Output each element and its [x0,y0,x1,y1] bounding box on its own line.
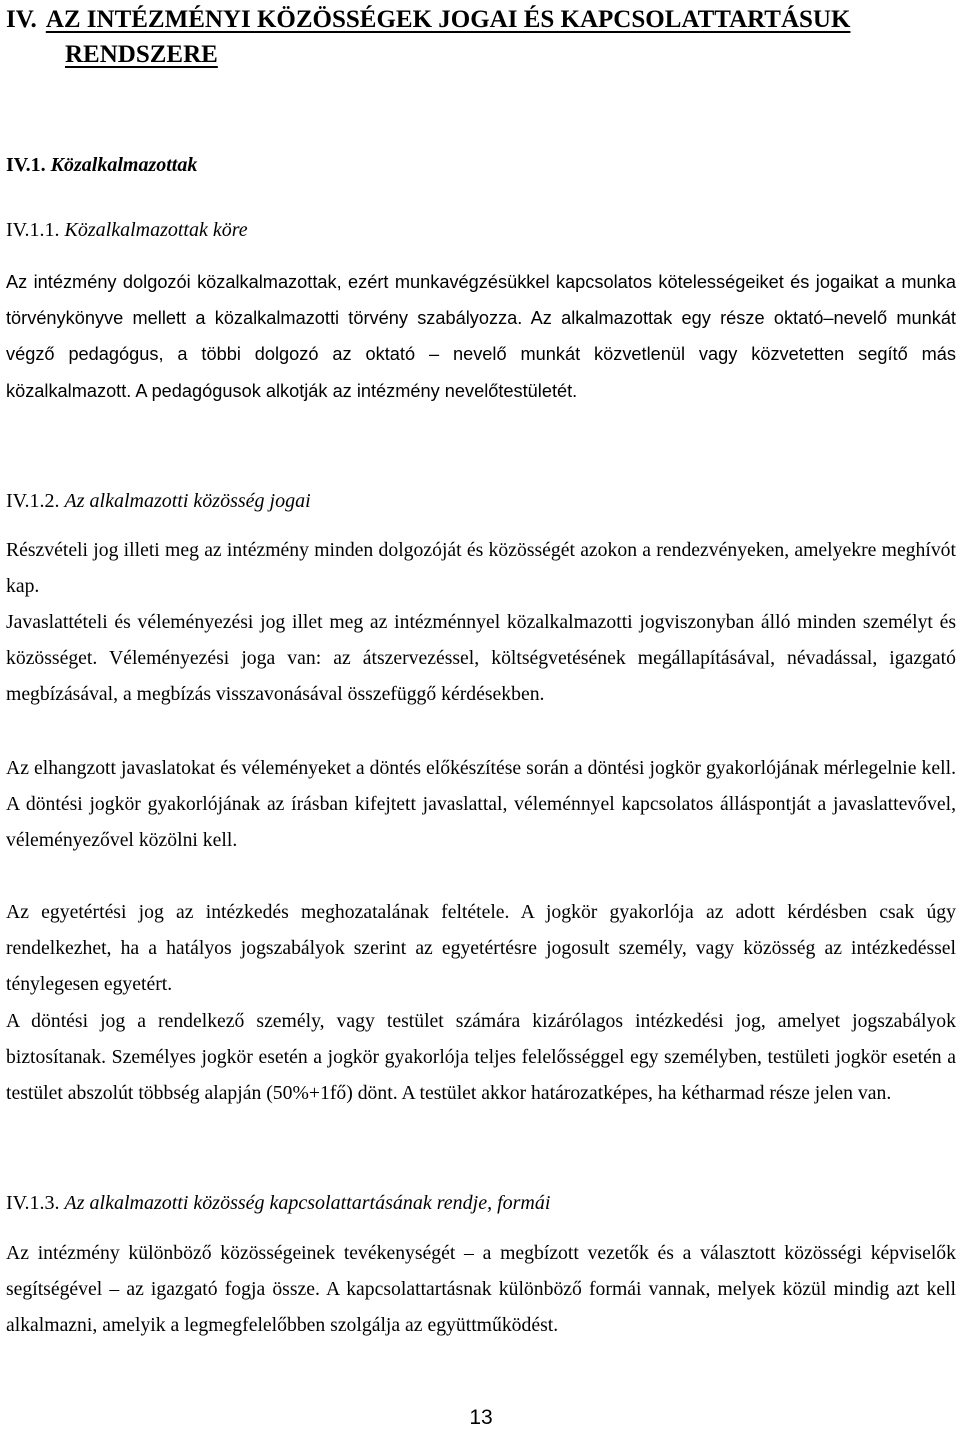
paragraph: Részvételi jog illeti meg az intézmény minden dolgozóját és közösségét azokon a rendezvényeken, amelyekre meghívót kap. [6,539,956,598]
chapter-title-line-2: RENDSZERE [65,41,218,68]
subsection-heading-3 [6,1188,550,1218]
paragraph: Javaslattételi és véleményezési jog illet meg az intézménnyel közalkalmazotti jogviszonyban álló minden személyt és közösséget. Véleményezési joga van: az átszervezéssel, költségvetésének megállapításával, névadással, igazgató megbízásával, a megbízás visszavonásával összefüggő kérdésekben. [6,611,956,706]
subsection-number: IV.1.3. [6,1192,60,1214]
subsection-heading-1 [6,215,248,245]
subsection-heading-2 [6,486,311,516]
paragraph: Az elhangzott javaslatokat és véleményeket a döntés előkészítése során a döntési jogkör gyakorlójának mérlegelnie kell. A döntési jogkör gyakorlójának az írásban kifejtett javaslattal, véleménnyel kapcsolatos álláspontját a javaslattevővel, véleményezővel közölni kell. [6,757,956,852]
chapter-title-line-1: AZ INTÉZMÉNYI KÖZÖSSÉGEK JOGAI ÉS KAPCSOLATTARTÁSUK [45,6,851,33]
section-heading [6,150,197,180]
section-title: Közalkalmazottak [50,154,198,176]
chapter-number: IV. [6,6,37,33]
section-number: IV.1. [6,154,46,176]
subsection-number: IV.1.1. [6,219,60,241]
page-number: 13 [469,1406,493,1429]
subsection-title: Közalkalmazottak köre [64,219,248,241]
subsection-title: Az alkalmazotti közösség kapcsolattartásának rendje, formái [64,1192,551,1214]
subsection-number: IV.1.2. [6,490,60,512]
chapter-title [6,2,956,72]
paragraph: A döntési jog a rendelkező személy, vagy testület számára kizárólagos intézkedési jog, amelyet jogszabályok biztosítanak. Személyes jogkör esetén a jogkör gyakorlója teljes felelősséggel egy személyben, testületi jogkör esetén a testület abszolút többség alapján (50%+1fő) dönt. A testület akkor határozatképes, ha kétharmad része jelen van. [6,1010,956,1105]
paragraph: Az intézmény különböző közösségeinek tevékenységét – a megbízott vezetők és a választott közösségi képviselők segítségével – az igazgató fogja össze. A kapcsolattartásnak különböző formái vannak, melyek közül mindig azt kell alkalmazni, amelyik a legmegfelelőbben szolgálja az együttműködést. [6,1242,956,1337]
paragraph: Az intézmény dolgozói közalkalmazottak, ezért munkavégzésükkel kapcsolatos kötelességeiket és jogaikat a munka törvénykönyve mellett a közalkalmazotti törvény szabályozza. Az alkalmazottak egy része oktató–nevelő munkát végző pedagógus, a többi dolgozó az oktató – nevelő munkát közvetlenül vagy közvetetten segítő más közalkalmazott. A pedagógusok alkotják az intézmény nevelőtestületét. [6,272,956,401]
paragraph: Az egyetértési jog az intézkedés meghozatalának feltétele. A jogkör gyakorlója az adott kérdésben csak úgy rendelkezhet, ha a hatályos jogszabályok szerint az egyetértésre jogosult személy, vagy közösség az intézkedéssel ténylegesen egyetért. [6,901,956,996]
subsection-title: Az alkalmazotti közösség jogai [64,490,311,512]
